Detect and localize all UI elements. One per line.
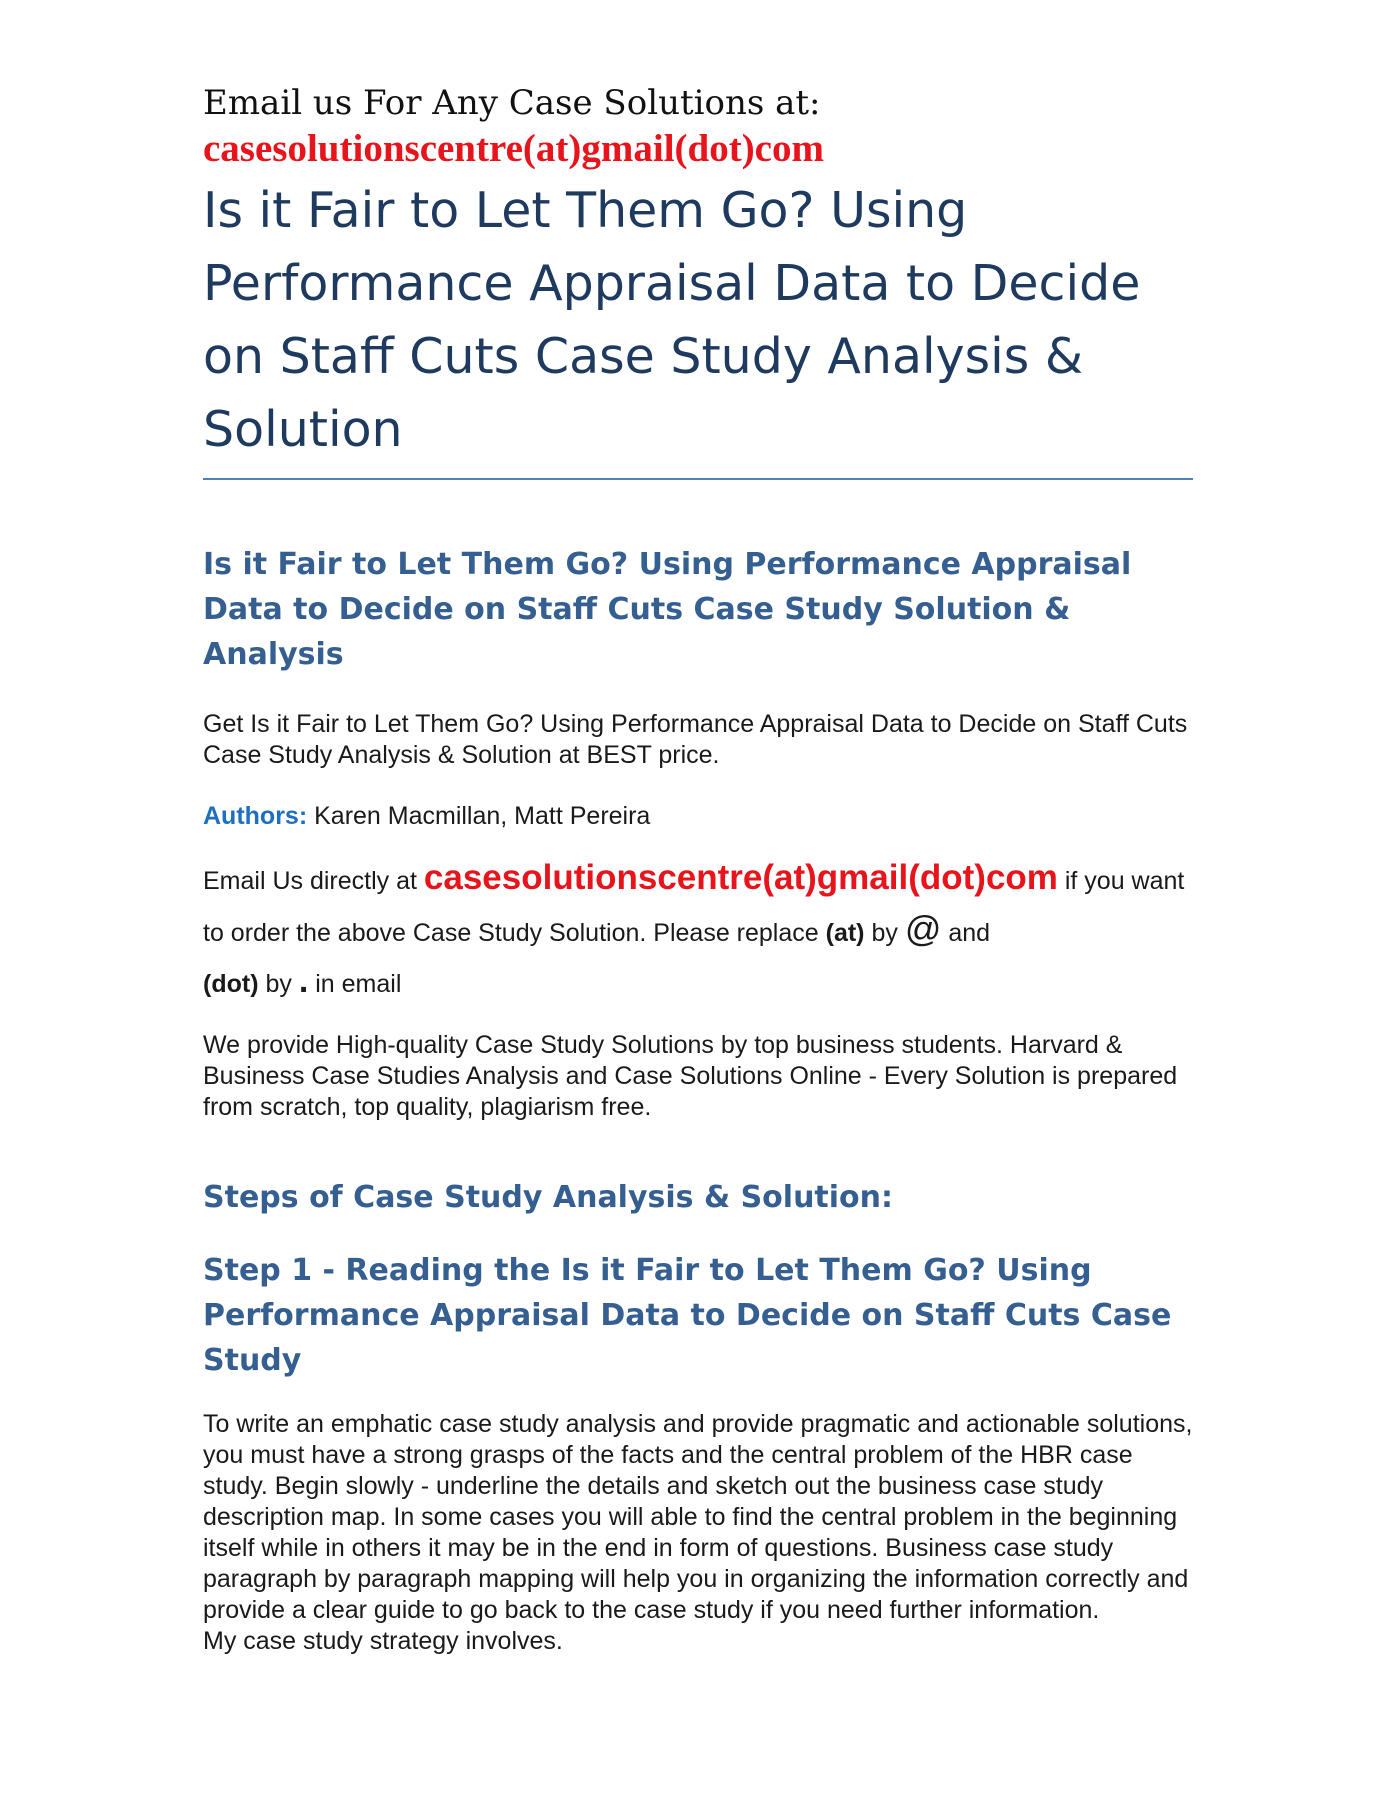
intro-paragraph: Get Is it Fair to Let Them Go? Using Performance Appraisal Data to Decide on Staff Cuts Case Study Analysis & Solution at BEST price.: [203, 710, 1188, 769]
contact-paragraph: [203, 854, 1193, 1008]
by-word: by: [871, 919, 898, 947]
authors-line: [203, 801, 1193, 832]
by-word-2: by: [265, 970, 292, 998]
quality-paragraph: We provide High-quality Case Study Solutions by top business students. Harvard & Business Case Studies Analysis and Case Solutions Online - Every Solution is prepared from scratch, top quality, plagiarism free.: [203, 1031, 1178, 1121]
dot-token: (dot): [203, 970, 259, 998]
email-address: casesolutionscentre(at)gmail(dot)com: [203, 127, 824, 170]
contact-email: casesolutionscentre(at)gmail(dot)com: [423, 858, 1058, 897]
steps-heading: Steps of Case Study Analysis & Solution:: [203, 1180, 894, 1215]
contact-mid: if you want to order the above Case Study Solution. Please replace: [203, 867, 1185, 947]
in-email: in email: [315, 970, 402, 998]
dot-symbol: .: [298, 962, 309, 1000]
at-token: (at): [825, 919, 865, 947]
at-symbol: @: [904, 908, 942, 949]
email-intro: Email us For Any Case Solutions at:: [203, 83, 821, 123]
step1-body: To write an emphatic case study analysis and provide pragmatic and actionable solutions, you must have a strong grasps of the facts and the central problem of the HBR case study. Begin slowly - underline the details and sketch out the business case study description map. In some cases you will able to find the central problem in the beginning itself while in others it may be in the end in form of questions. Business case study paragraph by paragraph mapping will help you in organizing the information correctly and provide a clear guide to go back to the case study if you need further information.: [203, 1410, 1193, 1624]
step1-heading: Step 1 - Reading the Is it Fair to Let Them Go? Using Performance Appraisal Data to Decide on Staff Cuts Case Study: [203, 1253, 1172, 1378]
document-page: [203, 80, 1193, 1657]
authors-names: Karen Macmillan, Matt Pereira: [314, 802, 651, 830]
page-title: Is it Fair to Let Them Go? Using Performance Appraisal Data to Decide on Staff Cuts Case Study Analysis & Solution: [203, 174, 1193, 480]
authors-label: Authors:: [203, 802, 308, 830]
and-word: and: [948, 919, 991, 947]
step1-strategy: My case study strategy involves.: [203, 1627, 563, 1655]
section-heading: Is it Fair to Let Them Go? Using Performance Appraisal Data to Decide on Staff Cuts Case Study Solution & Analysis: [203, 547, 1132, 672]
contact-prefix: Email Us directly at: [203, 867, 417, 895]
